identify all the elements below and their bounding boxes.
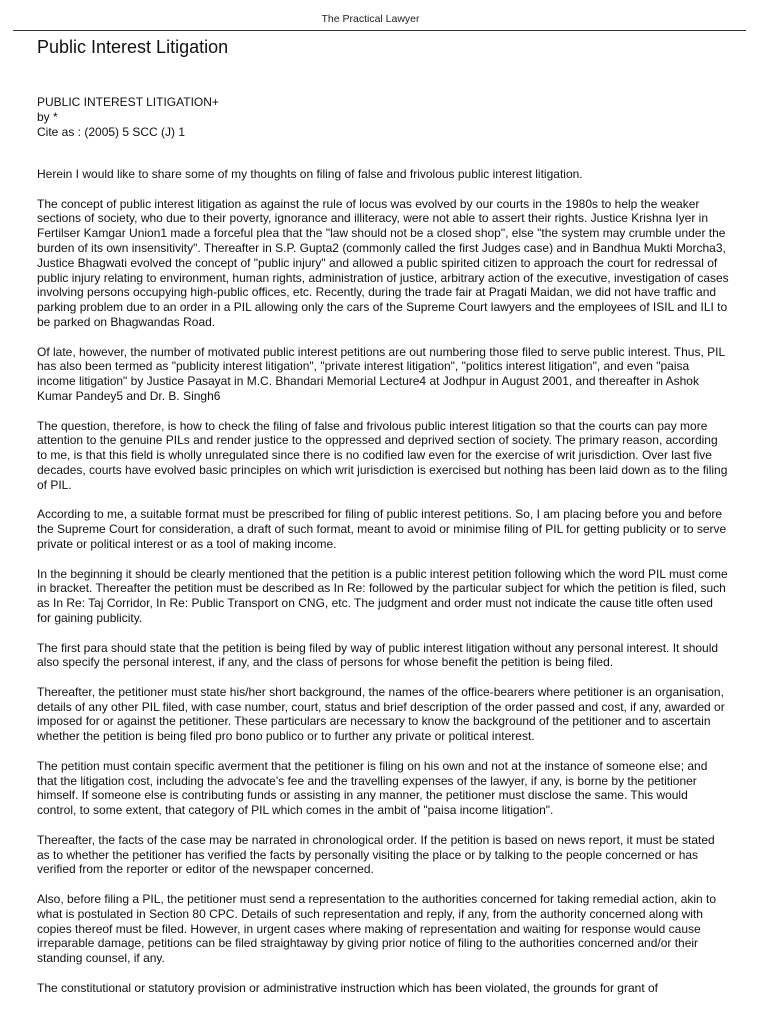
paragraph: Also, before filing a PIL, the petitioner must send a representation to the authorities concerned for taking remedial action, akin to what is postulated in Section 80 CPC. Details of such representation and reply, if any, from the authority concerned along with copies thereof must be filed. However, in urgent cases where making of representation and waiting for response would cause irreparable damage, petitions can be filed straightaway by giving prior notice of filing to the authorities concerned and/or their standing counsel, if any.	[37, 892, 717, 966]
document-body	[37, 167, 730, 1010]
meta-byline: by *	[37, 109, 58, 124]
document-meta	[37, 95, 219, 139]
document-title: Public Interest Litigation	[37, 37, 229, 57]
paragraph: The petition must contain specific averment that the petitioner is filing on his own and not at the instance of someone else; and that the litigation cost, including the advocate's fee and the travelling expenses of the lawyer, if any, is borne by the petitioner himself. If someone else is contributing funds or assisting in any manner, the petitioner must disclose the same. This would control, to some extent, that category of PIL which comes in the ambit of "paisa income litigation".	[37, 758, 708, 818]
paragraph: Of late, however, the number of motivated public interest petitions are out numbering those filed to serve public interest. Thus, PIL has also been termed as "publicity interest litigation", "private interest litigation", "politics interest litigation", and even "paisa income litigation" by Justice Pasayat in M.C. Bhandari Memorial Lecture4 at Jodhpur in August 2001, and thereafter in Ashok Kumar Pandey5 and Dr. B. Singh6	[37, 344, 725, 403]
meta-heading: PUBLIC INTEREST LITIGATION+	[37, 95, 219, 109]
paragraph: Thereafter, the facts of the case may be narrated in chronological order. If the petition is based on news report, it must be stated as to whether the petitioner has verified the facts by personally visiting the place or by talking to the people concerned or has verified from the reporter or editor of the newspaper concerned.	[37, 832, 715, 877]
paragraph: In the beginning it should be clearly mentioned that the petition is a public interest petition following which the word PIL must come in bracket. Thereafter the petition must be described as In Re: followed by the particular subject for which the petition is filed, such as In Re: Taj Corridor, In Re: Public Transport on CNG, etc. The judgment and order must not indicate the cause title often used for gaining publicity.	[37, 566, 728, 625]
header-divider	[13, 30, 746, 31]
paragraph: Thereafter, the petitioner must state his/her short background, the names of the office-bearers where petitioner is an organisation, details of any other PIL filed, with case number, court, status and brief description of the order passed and cost, if any, awarded or imposed for or against the petitioner. These particulars are necessary to know the background of the petitioner and to ascertain whether the petition is being filed pro bono publico or to further any private or political interest.	[37, 684, 725, 744]
running-header: The Practical Lawyer	[321, 13, 420, 25]
paragraph: The constitutional or statutory provision or administrative instruction which has been violated, the grounds for grant of	[37, 980, 658, 995]
paragraph: The concept of public interest litigation as against the rule of locus was evolved by our courts in the 1980s to help the weaker sections of society, who due to their poverty, ignorance and illiteracy, were not able to assert their rights. Justice Krishna Iyer in Fertilser Kamgar Union1 made a forceful plea that the "law should not be a closed shop", else "the system may crumble under the burden of its own insensitivity". Thereafter in S.P. Gupta2 (commonly called the first Judges case) and in Bandhua Mukti Morcha3, Justice Bhagwati evolved the concept of "public injury" and allowed a public spirited citizen to approach the court for redressal of public injury relating to environment, human rights, administration of justice, arbitrary action of the executive, investigation of cases involving persons occupying high-public offices, etc. Recently, during the trade fair at Pragati Maidan, we did not have traffic and parking problem due to an order in a PIL allowing only the cars of the Supreme Court lawyers and the employees of ISIL and ILI to be parked on Bhagwandas Road.	[37, 196, 729, 329]
paragraph: Herein I would like to share some of my thoughts on filing of false and frivolous public interest litigation.	[37, 167, 583, 181]
paragraph: The first para should state that the petition is being filed by way of public interest litigation without any personal interest. It should also specify the personal interest, if any, and the class of persons for whose benefit the petition is being filed.	[37, 640, 719, 670]
meta-citation: Cite as : (2005) 5 SCC (J) 1	[37, 124, 186, 139]
paragraph: According to me, a suitable format must be prescribed for filing of public interest petitions. So, I am placing before you and before the Supreme Court for consideration, a draft of such format, meant to avoid or minimise filing of PIL for getting publicity or to serve private or political interest or as a tool of making income.	[37, 507, 727, 551]
paragraph: The question, therefore, is how to check the filing of false and frivolous public interest litigation so that the courts can pay more attention to the genuine PILs and render justice to the oppressed and deprived section of society. The primary reason, according to me, is that this field is wholly unregulated since there is no codified law even for the exercise of writ jurisdiction. Over last five decades, courts have evolved basic principles on which writ jurisdiction is exercised but nothing has been laid down as to the filing of PIL.	[37, 418, 728, 492]
